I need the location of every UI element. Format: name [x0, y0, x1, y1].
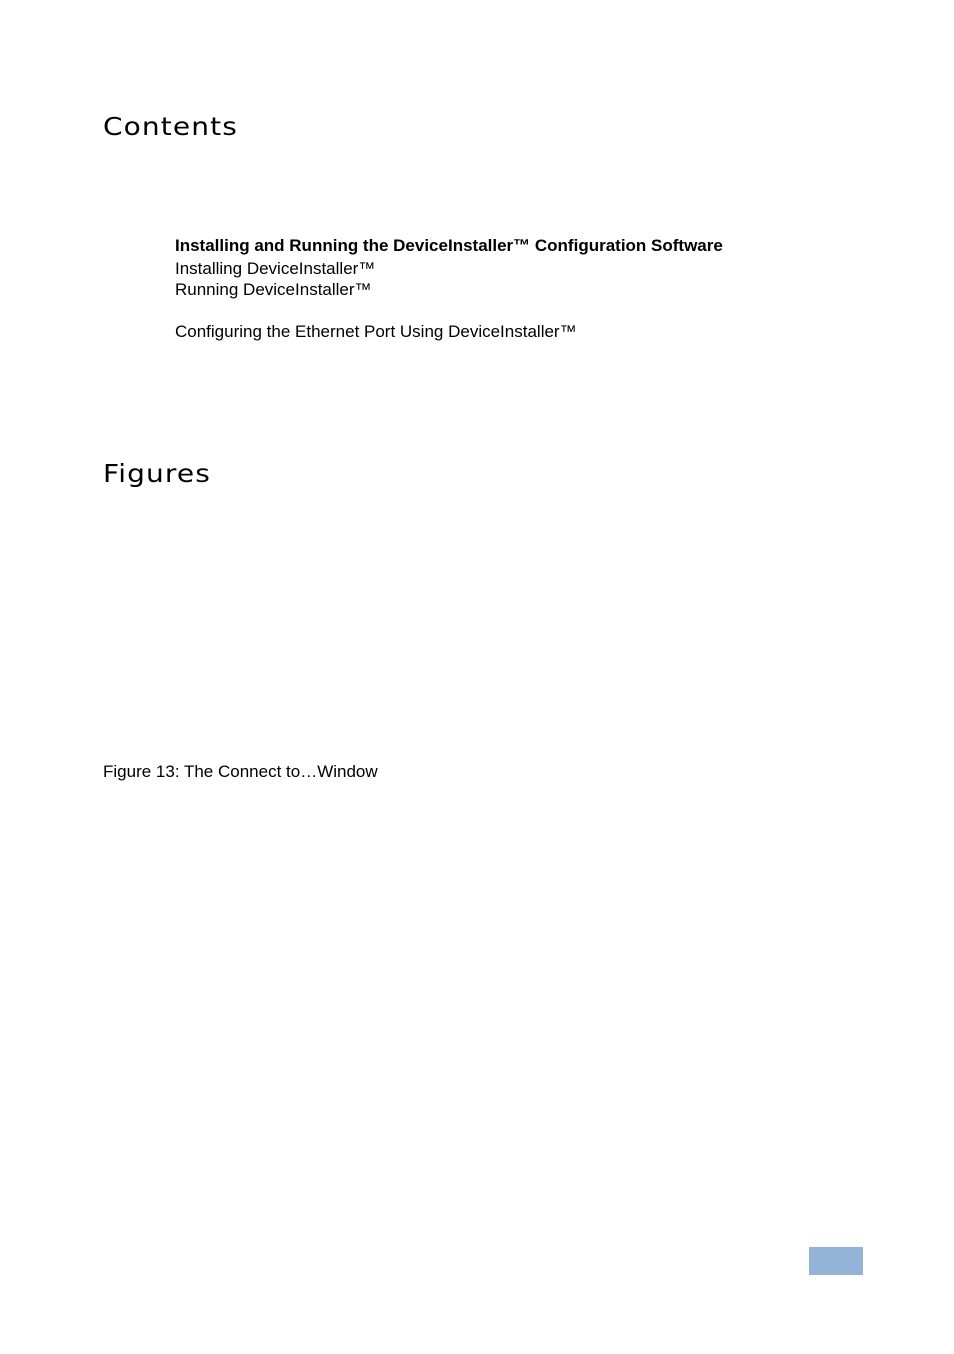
figures-heading: Figures — [103, 459, 211, 488]
figure-entry-13[interactable]: Figure 13: The Connect to…Window — [103, 762, 378, 781]
page-number-box — [809, 1247, 863, 1275]
toc-entry-running-deviceinstaller[interactable]: Running DeviceInstaller™ — [175, 280, 372, 299]
toc-entry-configuring-ethernet-port[interactable]: Configuring the Ethernet Port Using DeviceInstaller™ — [175, 322, 577, 341]
toc-entry-installing-and-running[interactable]: Installing and Running the DeviceInstaller™ Configuration Software — [175, 236, 723, 255]
contents-heading: Contents — [103, 112, 238, 141]
toc-entry-installing-deviceinstaller[interactable]: Installing DeviceInstaller™ — [175, 259, 376, 278]
